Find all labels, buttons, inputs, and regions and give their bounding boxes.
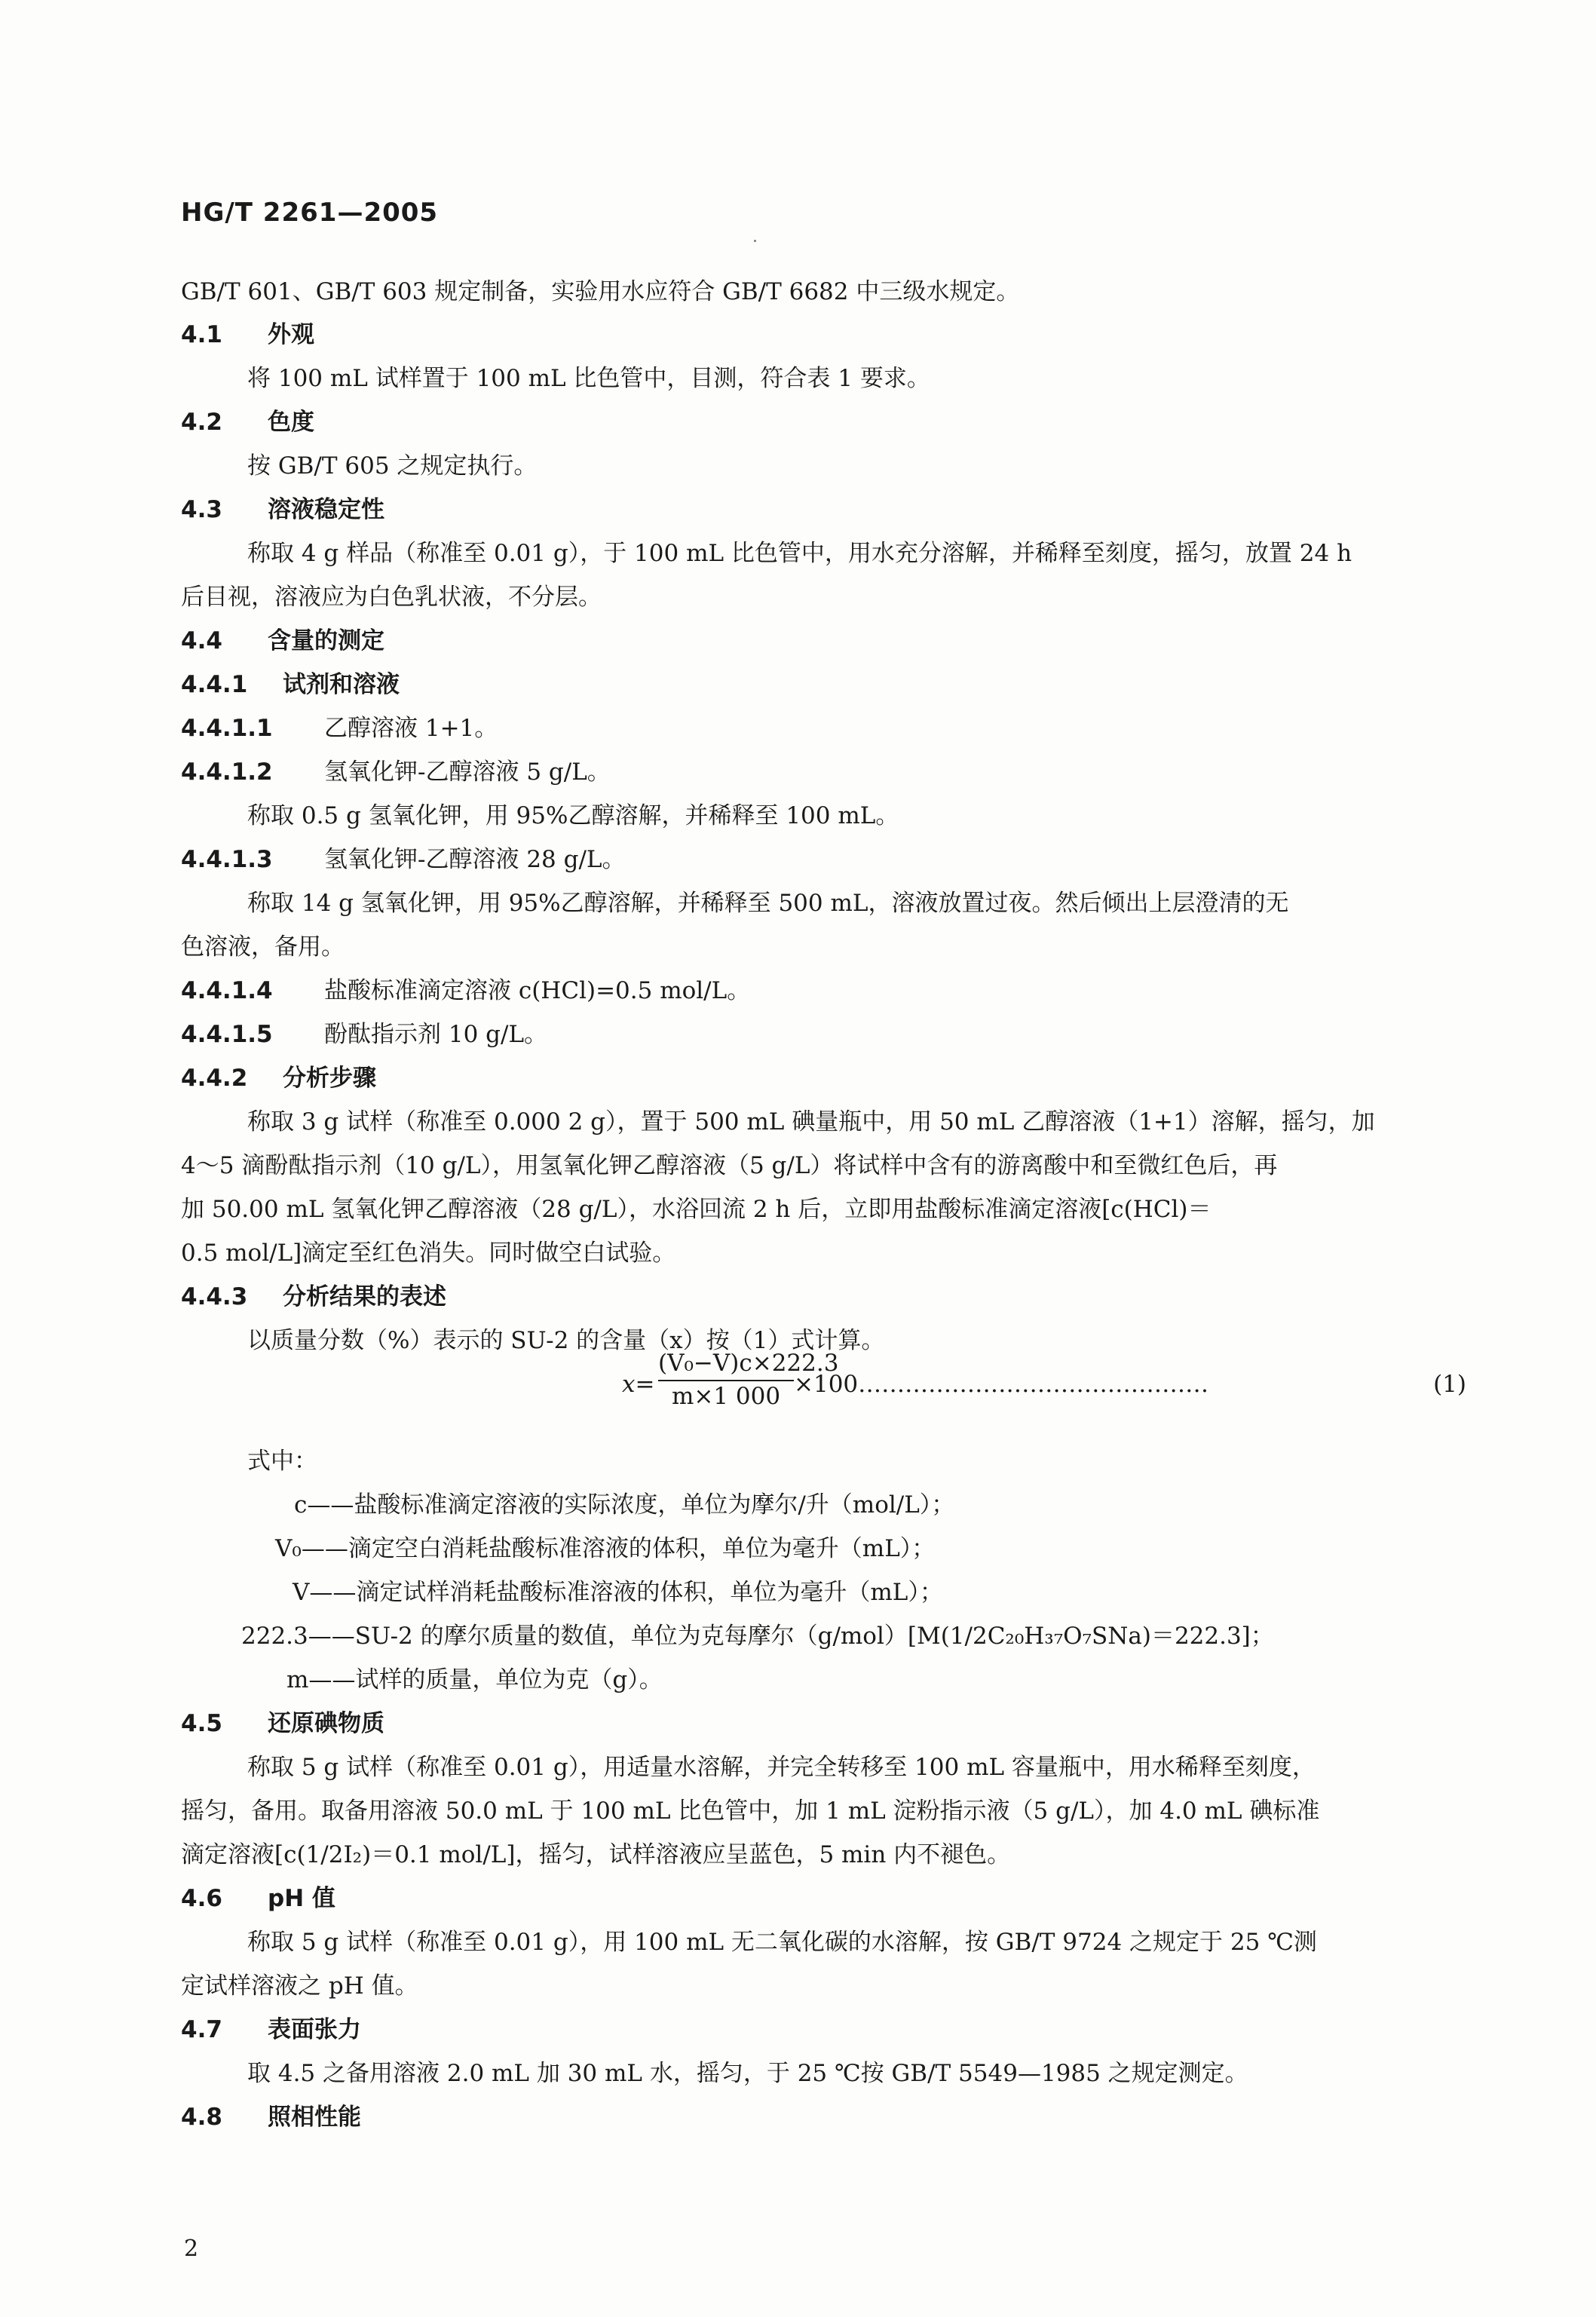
formula-fraction <box>658 1350 839 1410</box>
subsection-number: 4.4.1.5 <box>181 1021 273 1048</box>
section-heading <box>181 2013 361 2046</box>
section-heading <box>181 493 384 526</box>
section-heading <box>181 406 314 439</box>
body-text-line: 称取 0.5 g 氢氧化钾，用 95%乙醇溶解，并稀释至 100 mL。 <box>247 802 899 829</box>
section-number: 4.4.1 <box>181 671 248 698</box>
body-text-line: 定试样溶液之 pH 值。 <box>181 1972 418 2000</box>
section-title: 还原碘物质 <box>268 1710 384 1737</box>
variable-definition: V——滴定试样消耗盐酸标准溶液的体积，单位为毫升（mL）； <box>293 1579 943 1606</box>
subsection-title: 盐酸标准滴定溶液 c(HCl)=0.5 mol/L。 <box>324 977 751 1004</box>
section-heading <box>181 1882 335 1915</box>
subsection-number: 4.4.1.2 <box>181 759 273 786</box>
section-number: 4.2 <box>181 409 222 436</box>
body-text-line: 滴定溶液[c(1/2I₂)＝0.1 mol/L]，摇匀，试样溶液应呈蓝色，5 min 内不褪色。 <box>181 1841 1011 1868</box>
standard-code-header: HG/T 2261—2005 <box>181 198 439 228</box>
section-title: 试剂和溶液 <box>283 671 400 698</box>
section-title: 表面张力 <box>268 2016 361 2043</box>
section-heading <box>181 668 400 701</box>
body-text-line: 称取 3 g 试样（称准至 0.000 2 g），置于 500 mL 碘量瓶中，用 50 mL 乙醇溶液（1+1）溶解，摇匀，加 <box>247 1108 1375 1136</box>
body-text-line: 取 4.5 之备用溶液 2.0 mL 加 30 mL 水，摇匀，于 25 ℃按 GB/T 5549—1985 之规定测定。 <box>247 2060 1248 2087</box>
section-title: 分析结果的表述 <box>283 1283 446 1310</box>
subsection-heading <box>181 755 611 789</box>
formula-multiplier: ×100……………………………………… <box>794 1371 1209 1398</box>
body-text-line: 色溶液，备用。 <box>181 933 345 961</box>
variable-definition: c——盐酸标准滴定溶液的实际浓度，单位为摩尔/升（mol/L）； <box>294 1491 955 1519</box>
section-title: 色度 <box>268 409 314 436</box>
body-text-line: 称取 14 g 氢氧化钾，用 95%乙醇溶解，并稀释至 500 mL，溶液放置过夜。然后倾出上层澄清的无 <box>247 890 1289 917</box>
body-text-line: 式中： <box>247 1448 317 1475</box>
subsection-title: 氢氧化钾-乙醇溶液 5 g/L。 <box>324 759 611 786</box>
subsection-title: 氢氧化钾-乙醇溶液 28 g/L。 <box>324 846 626 873</box>
body-text-line: 4～5 滴酚酞指示剂（10 g/L），用氢氧化钾乙醇溶液（5 g/L）将试样中含有的游离酸中和至微红色后，再 <box>181 1152 1278 1179</box>
section-heading <box>181 1707 384 1740</box>
section-title: 照相性能 <box>268 2104 361 2131</box>
formula-denominator: m×1 000 <box>671 1383 781 1410</box>
variable-definition: 222.3——SU-2 的摩尔质量的数值，单位为克每摩尔（g/mol）[M(1/2C₂₀H₃₇O₇SNa)＝222.3]； <box>241 1623 1274 1650</box>
section-number: 4.6 <box>181 1885 222 1912</box>
body-text-line: 按 GB/T 605 之规定执行。 <box>247 452 538 480</box>
section-heading <box>181 1280 446 1313</box>
variable-definition: m——试样的质量，单位为克（g）。 <box>286 1666 663 1693</box>
subsection-title: 酚酞指示剂 10 g/L。 <box>324 1021 548 1048</box>
subsection-number: 4.4.1.4 <box>181 977 273 1004</box>
section-number: 4.7 <box>181 2016 222 2043</box>
body-text-line: 摇匀，备用。取备用溶液 50.0 mL 于 100 mL 比色管中，加 1 mL 淀粉指示液（5 g/L），加 4.0 mL 碘标准 <box>181 1798 1320 1825</box>
body-text-line: 称取 5 g 试样（称准至 0.01 g），用适量水溶解，并完全转移至 100 mL 容量瓶中，用水稀释至刻度， <box>247 1754 1316 1781</box>
section-number: 4.1 <box>181 321 222 348</box>
body-text-line: 称取 5 g 试样（称准至 0.01 g），用 100 mL 无二氧化碳的水溶解，按 GB/T 9724 之规定于 25 ℃测 <box>247 1929 1317 1956</box>
formula-lhs: x= <box>622 1371 655 1398</box>
body-text-line: 以质量分数（%）表示的 SU-2 的含量（x）按（1）式计算。 <box>247 1327 885 1354</box>
section-title: 溶液稳定性 <box>268 496 384 523</box>
page-number: 2 <box>184 2236 199 2262</box>
subsection-heading <box>181 712 498 745</box>
body-text-line: GB/T 601、GB/T 603 规定制备，实验用水应符合 GB/T 6682 中三级水规定。 <box>181 278 1020 305</box>
section-title: 分析步骤 <box>283 1065 376 1092</box>
section-title: 含量的测定 <box>268 627 384 654</box>
body-text-line: 0.5 mol/L]滴定至红色消失。同时做空白试验。 <box>181 1240 676 1267</box>
section-number: 4.8 <box>181 2104 222 2131</box>
body-text-line: 后目视，溶液应为白色乳状液，不分层。 <box>181 584 602 611</box>
section-heading <box>181 624 384 657</box>
section-number: 4.5 <box>181 1710 222 1737</box>
content-formula <box>622 1350 1466 1433</box>
body-text-line: 将 100 mL 试样置于 100 mL 比色管中，目测，符合表 1 要求。 <box>247 365 930 392</box>
variable-definition: V₀——滴定空白消耗盐酸标准溶液的体积，单位为毫升（mL）； <box>275 1535 936 1562</box>
section-title: pH 值 <box>268 1885 335 1912</box>
body-text-line: 加 50.00 mL 氢氧化钾乙醇溶液（28 g/L），水浴回流 2 h 后，立即用盐酸标准滴定溶液[c(HCl)＝ <box>181 1196 1212 1223</box>
subsection-title: 乙醇溶液 1+1。 <box>324 715 498 742</box>
subsection-number: 4.4.1.1 <box>181 715 273 742</box>
formula-numerator: (V₀−V)c×222.3 <box>658 1350 794 1381</box>
section-number: 4.4.2 <box>181 1065 248 1092</box>
section-title: 外观 <box>268 321 314 348</box>
section-heading <box>181 318 314 351</box>
subsection-heading <box>181 974 750 1007</box>
section-number: 4.4 <box>181 627 222 654</box>
section-heading <box>181 1062 376 1095</box>
section-heading <box>181 2101 361 2134</box>
equation-number: (1) <box>1433 1371 1466 1398</box>
subsection-heading <box>181 843 626 876</box>
subsection-number: 4.4.1.3 <box>181 846 273 873</box>
subsection-heading <box>181 1018 547 1051</box>
body-text-line: 称取 4 g 样品（称准至 0.01 g），于 100 mL 比色管中，用水充分溶解，并稀释至刻度，摇匀，放置 24 h <box>247 540 1352 567</box>
section-number: 4.3 <box>181 496 222 523</box>
section-number: 4.4.3 <box>181 1283 248 1310</box>
scan-speck <box>754 240 756 242</box>
